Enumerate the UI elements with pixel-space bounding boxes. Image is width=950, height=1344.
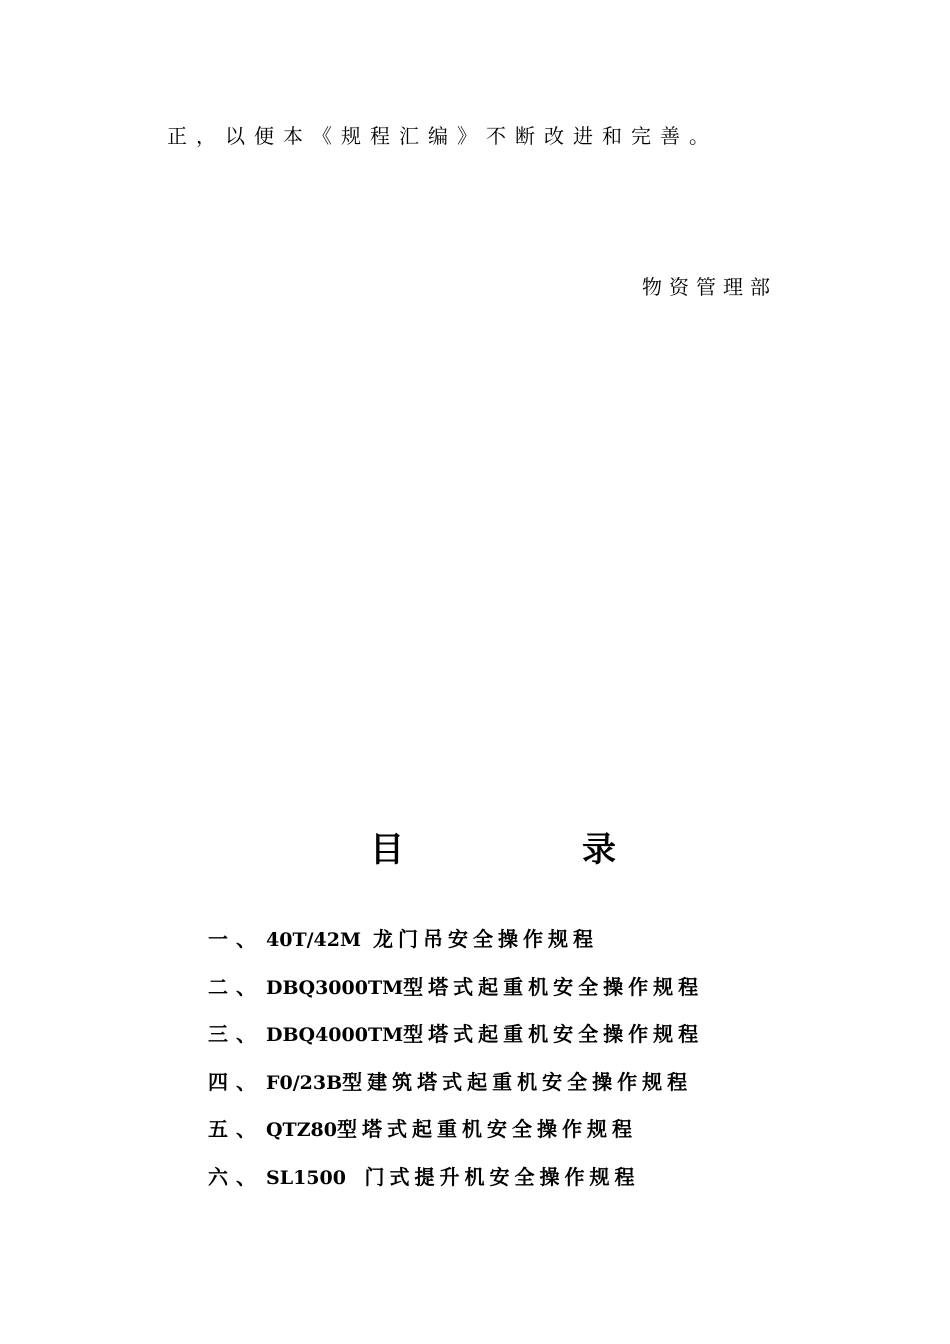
toc-item-2[interactable] — [208, 968, 703, 1016]
toc-item-title: 型塔式起重机安全操作规程 — [403, 1022, 704, 1046]
toc-item-code: DBQ3000TM — [266, 976, 404, 999]
toc-title — [370, 825, 630, 875]
toc-item-3[interactable] — [208, 1015, 703, 1063]
toc-item-title: 型建筑塔式起重机安全操作规程 — [342, 1069, 693, 1094]
toc-item-6[interactable] — [208, 1158, 703, 1206]
toc-item-title: 门式提升机安全操作规程 — [364, 1164, 640, 1189]
toc-list — [208, 920, 703, 1205]
toc-title-char-2: 录 — [582, 830, 616, 870]
toc-item-code: DBQ4000TM — [266, 1024, 404, 1046]
toc-item-1[interactable] — [208, 920, 703, 968]
toc-item-number: 五、 — [208, 1117, 264, 1141]
toc-item-code: SL1500 — [266, 1166, 353, 1189]
toc-title-char-1: 目 — [370, 830, 404, 870]
toc-item-number: 三、 — [208, 1022, 264, 1046]
toc-item-5[interactable] — [208, 1110, 703, 1158]
toc-item-code: F0/23B — [266, 1071, 343, 1094]
toc-item-code: 40T/42M — [266, 929, 361, 951]
toc-item-code: QTZ80 — [266, 1119, 337, 1141]
toc-item-number: 二、 — [208, 974, 264, 999]
toc-item-number: 一、 — [208, 927, 264, 951]
toc-item-4[interactable] — [208, 1063, 703, 1111]
signature-department: 物资管理部 — [642, 275, 777, 299]
intro-text-line: 正，以便本《规程汇编》不断改进和完善。 — [167, 124, 718, 148]
toc-item-number: 四、 — [208, 1069, 264, 1094]
toc-item-number: 六、 — [208, 1164, 264, 1189]
toc-item-title: 型塔式起重机安全操作规程 — [403, 974, 704, 999]
toc-item-title: 型塔式起重机安全操作规程 — [337, 1117, 637, 1141]
toc-item-title: 龙门吊安全操作规程 — [372, 927, 598, 951]
